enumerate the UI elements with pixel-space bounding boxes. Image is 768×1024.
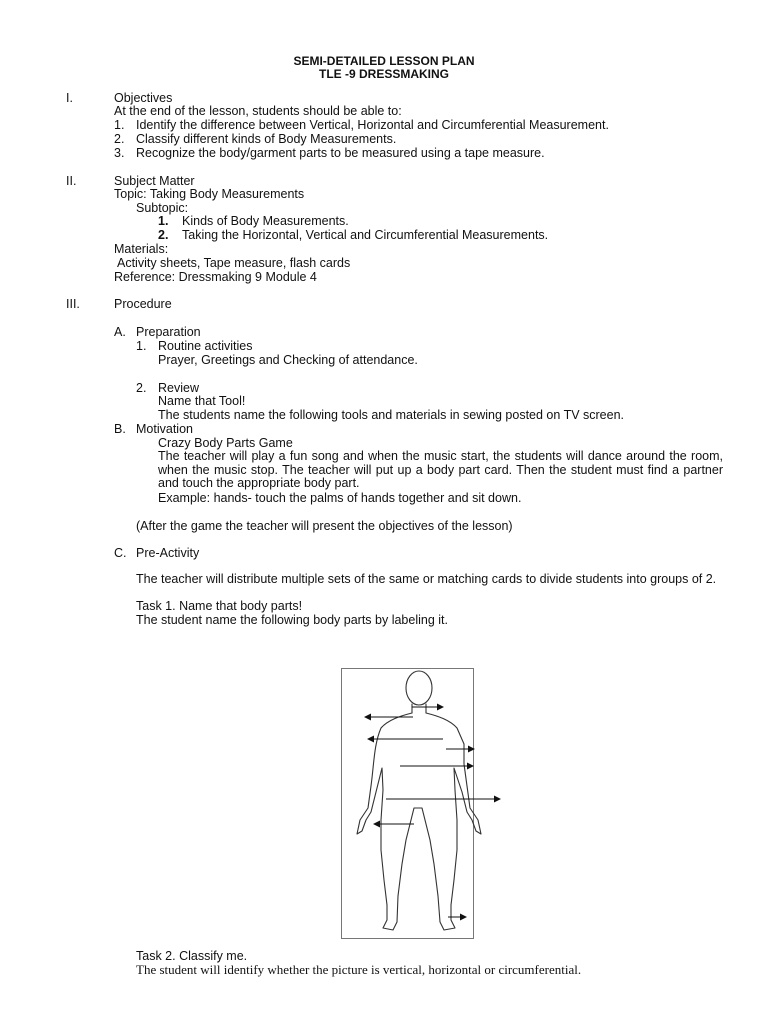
task1-text: The student name the following body parts by labeling it.: [136, 613, 448, 627]
page-title: SEMI-DETAILED LESSON PLAN: [293, 54, 475, 68]
section-numeral-procedure: III.: [66, 297, 80, 311]
review-label: Review: [158, 381, 199, 395]
task2-text: The student will identify whether the picture is vertical, horizontal or circumferential.: [136, 962, 582, 977]
objective-number: 2.: [114, 132, 125, 146]
materials-list: Activity sheets, Tape measure, flash cards: [117, 256, 351, 270]
body-figure-frame: [341, 668, 474, 939]
topic-line: Topic: Taking Body Measurements: [114, 187, 305, 201]
task1-title: Task 1. Name that body parts!: [136, 599, 303, 613]
motivation-example: Example: hands- touch the palms of hands together and sit down.: [158, 491, 522, 505]
review-text: The students name the following tools and materials in sewing posted on TV screen.: [158, 408, 625, 422]
pre-activity-label: Pre-Activity: [136, 546, 200, 560]
section-numeral-objectives: I.: [66, 91, 73, 105]
task2-title: Task 2. Classify me.: [136, 949, 248, 963]
objective-text: Classify different kinds of Body Measurements.: [136, 132, 397, 146]
objective-number: 1.: [114, 118, 125, 132]
objective-text: Recognize the body/garment parts to be measured using a tape measure.: [136, 146, 545, 160]
motivation-label: Motivation: [136, 422, 193, 436]
subtopic-label: Subtopic:: [136, 201, 189, 215]
pre-activity-letter: C.: [114, 546, 127, 560]
subtopic-number: 2.: [158, 228, 169, 242]
motivation-note: (After the game the teacher will present the objectives of the lesson): [136, 519, 513, 533]
objective-text: Identify the difference between Vertical, Horizontal and Circumferential Measurement.: [136, 118, 609, 132]
section-numeral-subject-matter: II.: [66, 174, 77, 188]
preparation-label: Preparation: [136, 325, 201, 339]
subject-matter-heading: Subject Matter: [114, 174, 195, 188]
objective-number: 3.: [114, 146, 125, 160]
reference-line: Reference: Dressmaking 9 Module 4: [114, 270, 317, 284]
routine-text: Prayer, Greetings and Checking of attendance.: [158, 353, 418, 367]
game-title: Crazy Body Parts Game: [158, 436, 293, 450]
pre-activity-paragraph: The teacher will distribute multiple sets of the same or matching cards to divide students into groups of 2.: [136, 572, 717, 586]
review-title: Name that Tool!: [158, 394, 246, 408]
objectives-intro: At the end of the lesson, students should be able to:: [114, 104, 402, 118]
page-subtitle: TLE -9 DRESSMAKING: [318, 67, 449, 81]
subtopic-number: 1.: [158, 214, 169, 228]
preparation-letter: A.: [114, 325, 126, 339]
motivation-letter: B.: [114, 422, 126, 436]
materials-label: Materials:: [114, 242, 169, 256]
subtopic-text: Kinds of Body Measurements.: [182, 214, 349, 228]
objectives-heading: Objectives: [114, 91, 173, 105]
routine-label: Routine activities: [158, 339, 253, 353]
motivation-paragraph: The teacher will play a fun song and when the music start, the students will dance around the room, when the music stop. The teacher will put up a body part card. Then the student must find a partner and touch the appropriate body part.: [158, 449, 723, 490]
subtopic-text: Taking the Horizontal, Vertical and Circumferential Measurements.: [182, 228, 549, 242]
routine-number: 1.: [136, 339, 147, 353]
review-number: 2.: [136, 381, 147, 395]
procedure-heading: Procedure: [114, 297, 172, 311]
